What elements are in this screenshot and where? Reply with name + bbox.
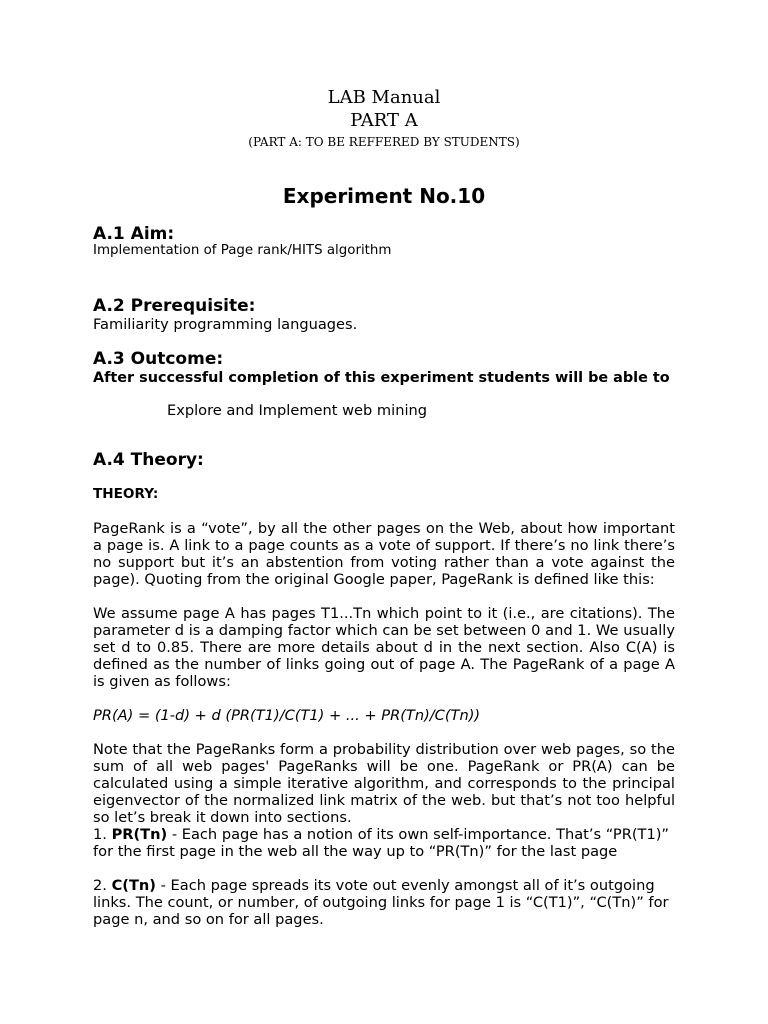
outcome-heading: A.3 Outcome:: [93, 349, 224, 369]
list-item-number: 2.: [93, 877, 107, 894]
part-subtitle: (PART A: TO BE REFFERED BY STUDENTS): [248, 135, 520, 149]
pagerank-formula: PR(A) = (1-d) + d (PR(T1)/C(T1) + ... + PR(Tn)/C(Tn)): [93, 707, 481, 724]
manual-title: LAB Manual: [327, 87, 441, 108]
list-item-text: - Each page has a notion of its own self-importance. That’s “PR(T1)” for the first page in the web all the way up to “PR(Tn)” for the last page: [93, 826, 669, 860]
part-label: PART A: [350, 110, 418, 131]
list-item-term: PR(Tn): [111, 826, 168, 843]
experiment-title: Experiment No.10: [282, 184, 486, 208]
aim-heading: A.1 Aim:: [93, 224, 175, 244]
theory-paragraph-1: PageRank is a “vote”, by all the other pages on the Web, about how important a page is. A link to a page counts as a vote of support. If there’s no link there’s no support but it’s an abstention from voting rather than a vote against the page). Quoting from the original Google paper, PageRank is defined like this:: [93, 520, 675, 588]
aim-text: Implementation of Page rank/HITS algorithm: [93, 243, 392, 258]
list-item-term: C(Tn): [111, 877, 156, 894]
theory-paragraph-2: We assume page A has pages T1...Tn which point to it (i.e., are citations). The parameter d is a damping factor which can be set between 0 and 1. We usually set d to 0.85. There are more details about d in the next section. Also C(A) is defined as the number of links going out of page A. The PageRank of a page A is given as follows:: [93, 605, 675, 690]
prerequisite-text: Familiarity programming languages.: [93, 316, 358, 333]
list-item-pr: [93, 826, 675, 860]
outcome-lead: After successful completion of this experiment students will be able to: [93, 370, 670, 386]
outcome-item: Explore and Implement web mining: [167, 402, 428, 419]
list-item-text: - Each page spreads its vote out evenly amongst all of it’s outgoing links. The count, or number, of outgoing links for page 1 is “C(T1)”, “C(Tn)” for page n, and so on for all pages.: [93, 877, 669, 928]
theory-heading: A.4 Theory:: [93, 450, 204, 470]
prerequisite-heading: A.2 Prerequisite:: [93, 296, 256, 316]
list-item-number: 1.: [93, 826, 107, 843]
list-item-c: [93, 877, 675, 928]
theory-paragraph-3: Note that the PageRanks form a probability distribution over web pages, so the sum of all web pages' PageRanks will be one. PageRank or PR(A) can be calculated using a simple iterative algorithm, and corresponds to the principal eigenvector of the normalized link matrix of the web. but that’s not too helpful so let’s break it down into sections.: [93, 741, 675, 826]
theory-label: THEORY:: [93, 486, 159, 502]
